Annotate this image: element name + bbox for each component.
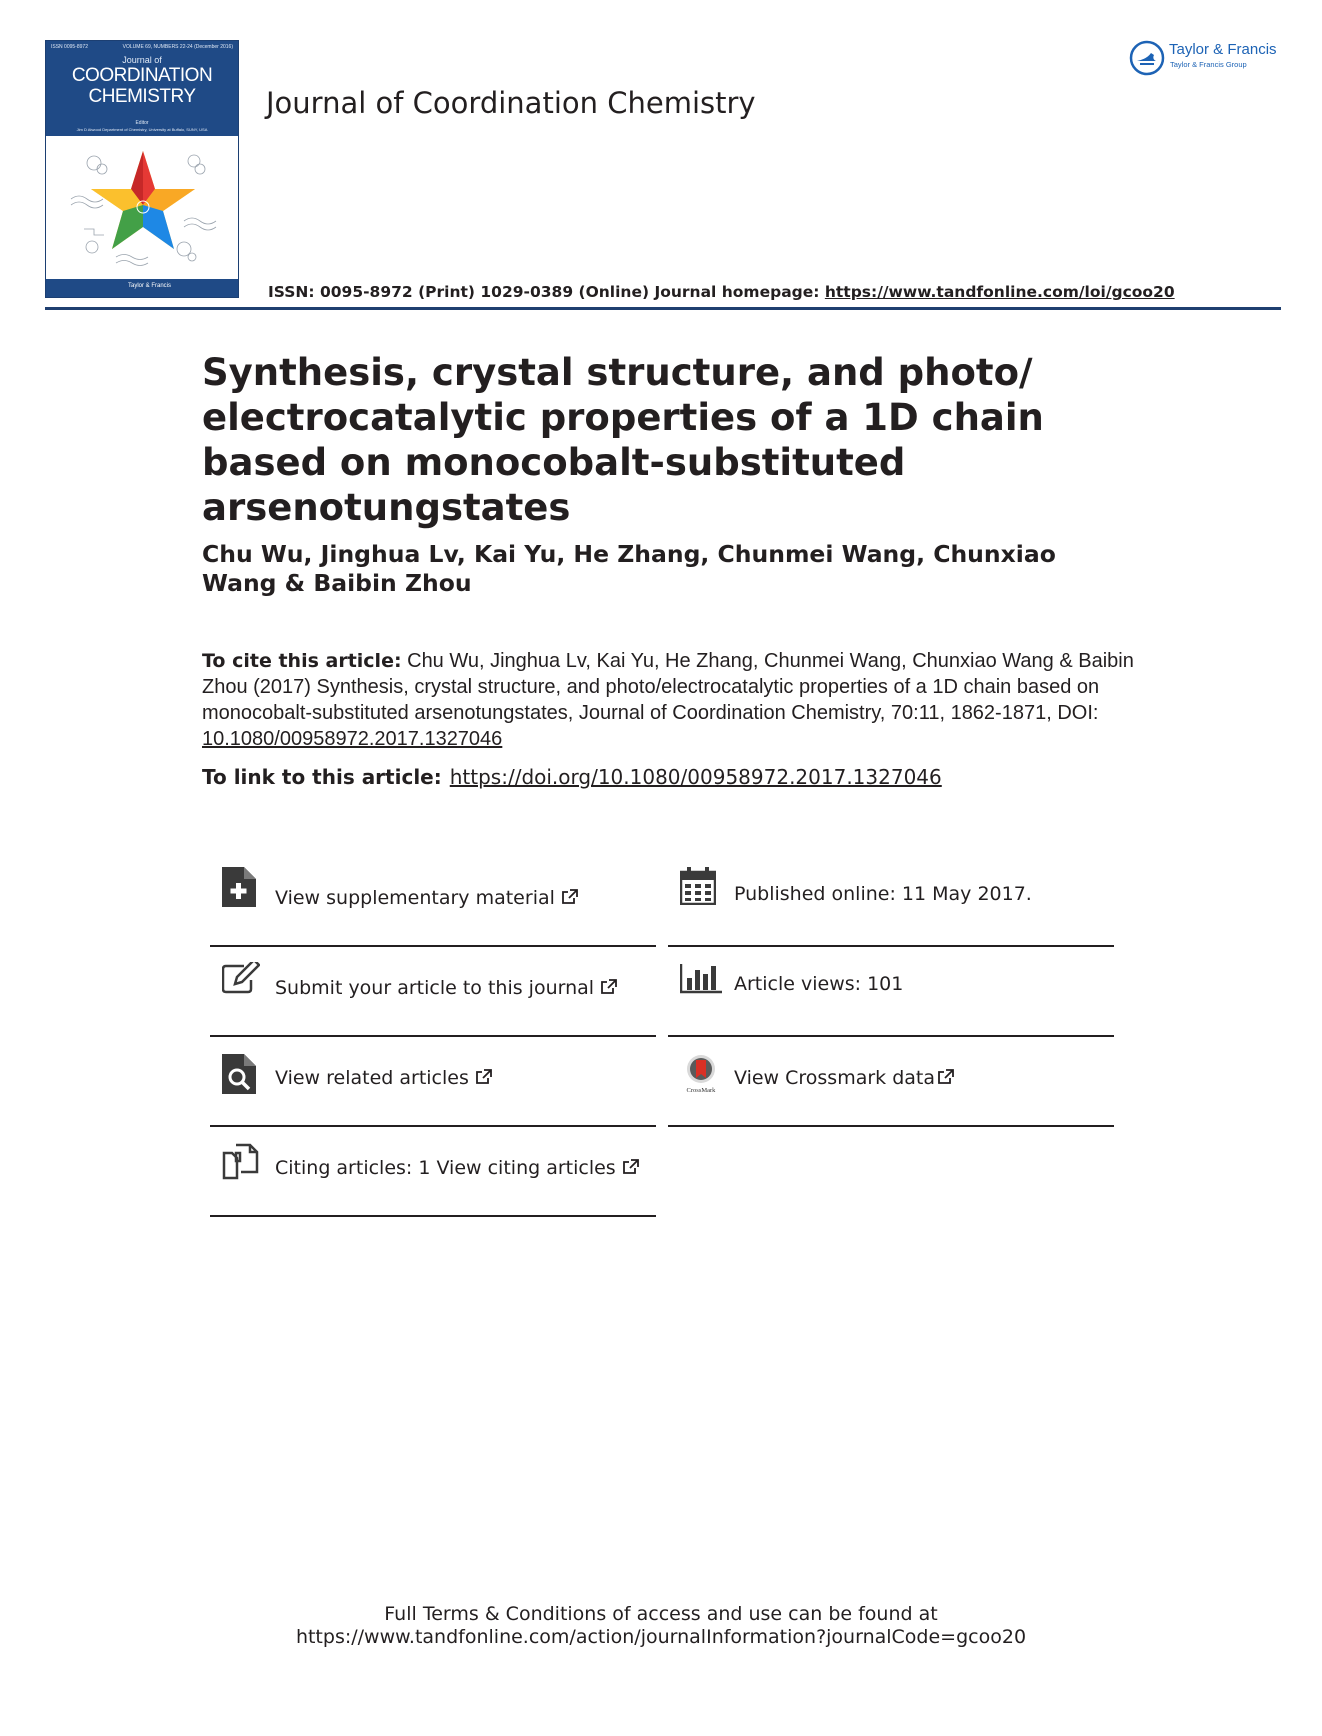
external-link-icon [475, 1068, 493, 1086]
publisher-logo[interactable] [1128, 38, 1288, 78]
article-doi-link[interactable]: https://doi.org/10.1080/00958972.2017.1327046 [449, 765, 942, 789]
cover-title-line1: COORDINATION [71, 65, 213, 86]
crossmark-label: View Crossmark data [734, 1067, 936, 1089]
cover-journal-of: Journal of [122, 55, 162, 65]
article-authors: Chu Wu, Jinghua Lv, Kai Yu, He Zhang, Chunmei Wang, Chunxiao Wang & Baibin Zhou [202, 540, 1056, 597]
external-link-icon [600, 978, 618, 996]
cite-text: Chu Wu, Jinghua Lv, Kai Yu, He Zhang, Chunmei Wang, Chunxiao Wang & Baibin Zhou (2017) Synthesis, crystal structure, and photo/electrocatalytic properties of a 1D chain based on monocobalt-substituted arsenotungstates, Journal of Coordination Chemistry, 70:11, 1862-1871, DOI: [202, 650, 1134, 724]
issn-line [268, 283, 1175, 301]
cover-publisher-band [46, 279, 238, 297]
citing-cell[interactable] [210, 1127, 656, 1217]
header-rule [45, 307, 1281, 310]
cite-label: To cite this article: [202, 650, 402, 672]
link-label: To link to this article: [202, 765, 442, 789]
cover-volume: VOLUME 69, NUMBERS 22-24 (December 2016) [122, 44, 233, 50]
cite-doi-link[interactable]: 10.1080/00958972.2017.1327046 [202, 728, 503, 750]
supplementary-label: View supplementary material [275, 887, 555, 909]
cover-editor-name: Jim D Atwood Department of Chemistry, University at Buffalo, SUNY, USA [76, 127, 208, 132]
crossmark-icon [680, 1054, 722, 1094]
journal-title: Journal of Coordination Chemistry [266, 86, 756, 120]
footer-terms-url[interactable]: https://www.tandfonline.com/action/journalInformation?journalCode=gcoo20 [295, 1626, 1027, 1648]
cover-star-artwork [66, 141, 220, 276]
footer-terms: Full Terms & Conditions of access and use can be found at [384, 1603, 938, 1625]
calendar-icon [680, 867, 716, 905]
submit-cell[interactable] [210, 947, 656, 1037]
external-link-icon [622, 1158, 640, 1176]
crossmark-cell[interactable] [668, 1037, 1114, 1127]
submit-label: Submit your article to this journal [275, 977, 595, 999]
citing-label: Citing articles: 1 View citing articles [275, 1157, 616, 1179]
journal-cover [45, 40, 239, 298]
cover-issn: ISSN 0095-8972 [51, 44, 88, 50]
citing-link[interactable] [275, 1157, 640, 1179]
publisher-name: Taylor & Francis [1169, 41, 1277, 58]
article-link-block [202, 765, 1142, 789]
issn-text: ISSN: 0095-8972 (Print) 1029-0389 (Online) Journal homepage: [268, 283, 825, 301]
external-link-icon [937, 1068, 955, 1086]
related-link[interactable] [275, 1067, 493, 1089]
search-document-icon [222, 1054, 256, 1094]
cover-title-line2: CHEMISTRY [88, 86, 196, 107]
published-date: Published online: 11 May 2017. [734, 883, 1032, 905]
cover-publisher: Taylor & Francis [128, 283, 172, 289]
crossmark-link[interactable] [734, 1067, 955, 1089]
article-views: Article views: 101 [734, 973, 904, 995]
article-title: Synthesis, crystal structure, and photo/ electrocatalytic properties of a 1D chain based on monocobalt-substituted arsenotungstates [202, 351, 1044, 529]
citation-block [202, 648, 1142, 752]
edit-icon [222, 962, 260, 994]
add-file-icon [222, 867, 256, 907]
related-cell[interactable] [210, 1037, 656, 1127]
supplementary-link[interactable] [275, 887, 579, 909]
bar-chart-icon [680, 964, 722, 994]
external-link-icon [561, 888, 579, 906]
cover-editor-label: Editor [135, 120, 149, 126]
journal-homepage-link[interactable]: https://www.tandfonline.com/loi/gcoo20 [824, 283, 1175, 301]
cover-meta [51, 44, 233, 50]
related-label: View related articles [275, 1067, 469, 1089]
published-cell [668, 857, 1114, 947]
copy-documents-icon [222, 1143, 260, 1181]
publisher-lamp-icon [1128, 39, 1166, 77]
supplementary-cell[interactable] [210, 857, 656, 947]
submit-link[interactable] [275, 977, 618, 999]
views-cell [668, 947, 1114, 1037]
publisher-group: Taylor & Francis Group [1170, 60, 1247, 69]
crossmark-logo-text: CrossMark [686, 1087, 716, 1094]
